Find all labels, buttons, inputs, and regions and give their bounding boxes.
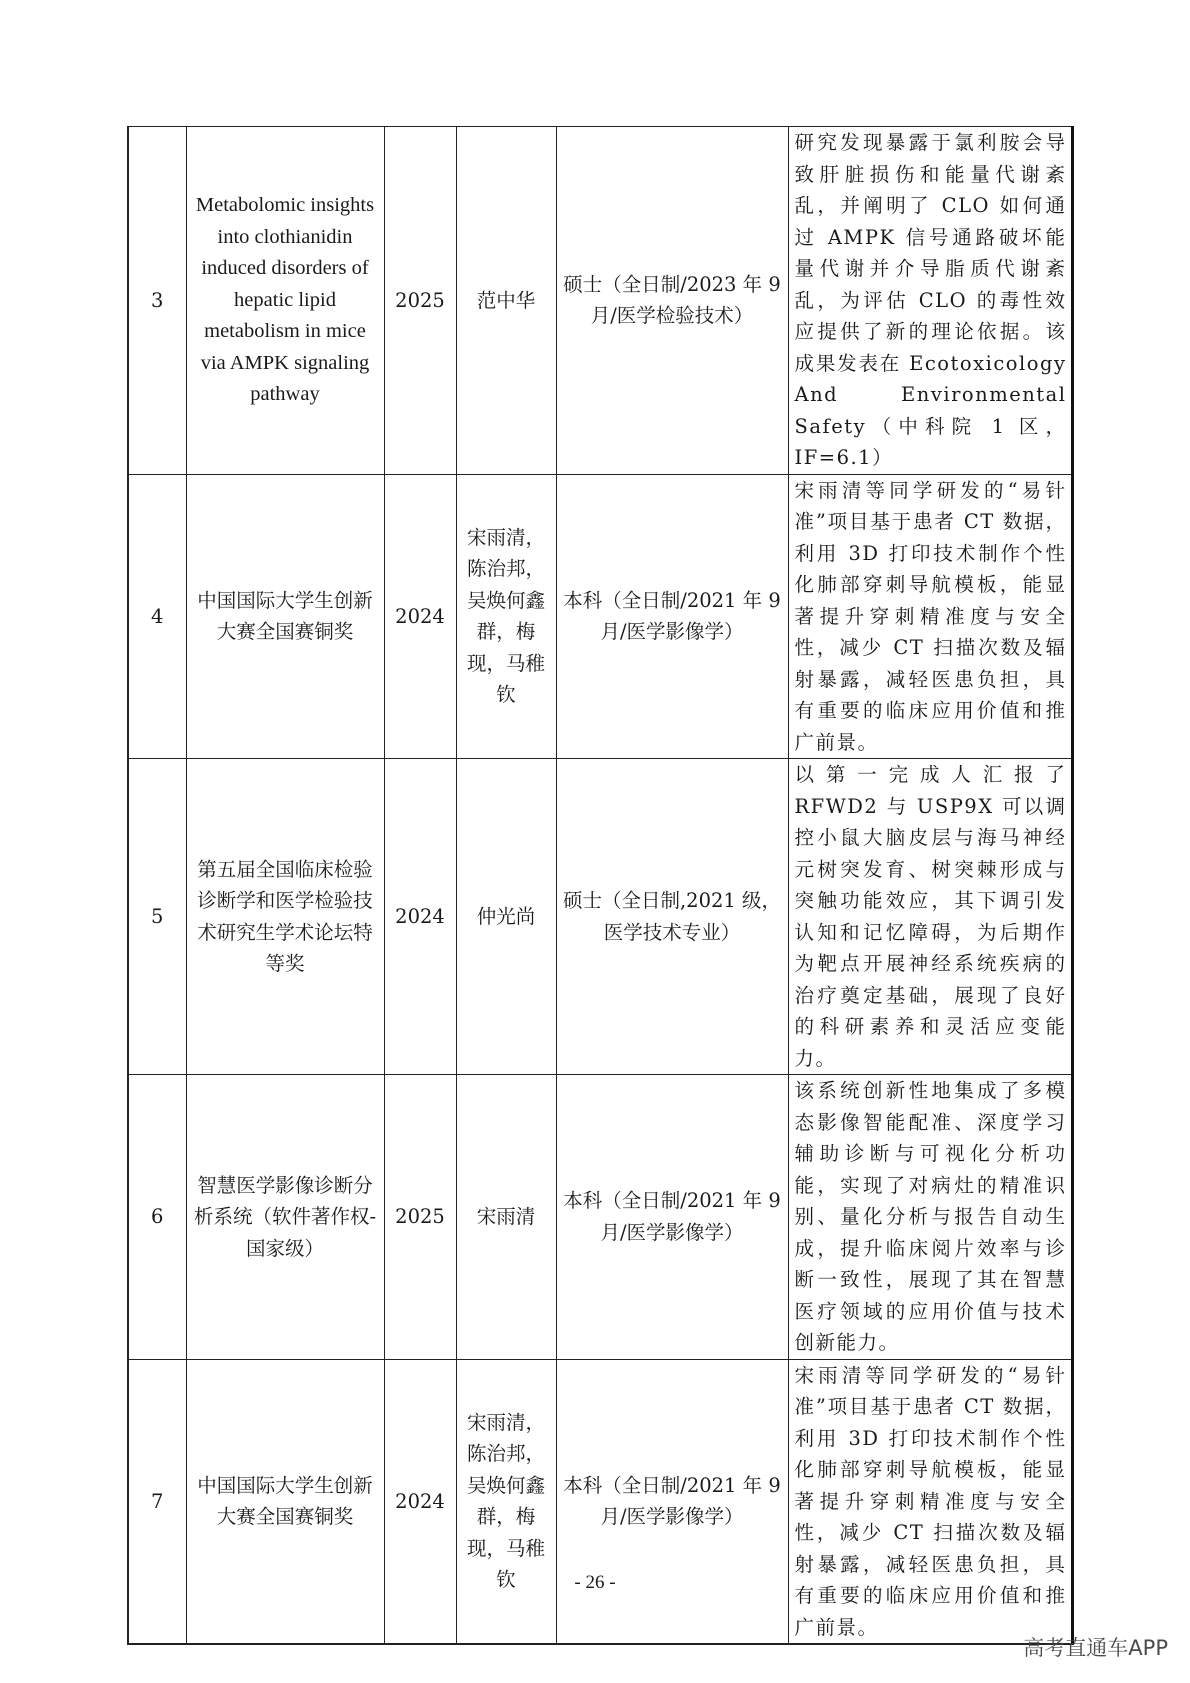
- table-row: [128, 1359, 1072, 1644]
- achievement-year: 2024: [384, 1359, 456, 1644]
- degree-info: 本科（全日制/2021 年 9月/医学影像学）: [556, 1075, 788, 1360]
- row-index: 6: [128, 1075, 186, 1360]
- achievement-year: 2025: [384, 1075, 456, 1360]
- watermark-text: 高考直通车APP: [1023, 1636, 1168, 1660]
- achievements-table: [127, 126, 1074, 1645]
- student-names: 范中华: [456, 127, 556, 475]
- achievement-description: 研究发现暴露于氯利胺会导致肝脏损伤和能量代谢紊乱，并阐明了 CLO 如何通过 AMPK 信号通路破坏能量代谢并介导脂质代谢紊乱，为评估 CLO 的毒性效应提供了新的理论依据。该成果发表在 Ecotoxicology And Environmental Safety（中科院 1 区，IF=6.1）: [788, 127, 1072, 475]
- achievement-year: 2025: [384, 127, 456, 475]
- page-number: - 26 -: [574, 1572, 616, 1593]
- achievement-name: 第五届全国临床检验诊断学和医学检验技术研究生学术论坛特等奖: [186, 759, 384, 1075]
- degree-info: 本科（全日制/2021 年 9月/医学影像学）: [556, 474, 788, 759]
- table-row: [128, 127, 1072, 475]
- student-names: 仲光尚: [456, 759, 556, 1075]
- table-row: [128, 474, 1072, 759]
- degree-info: 本科（全日制/2021 年 9月/医学影像学）: [556, 1359, 788, 1644]
- achievement-name: 中国国际大学生创新大赛全国赛铜奖: [186, 474, 384, 759]
- degree-info: 硕士（全日制/2023 年 9月/医学检验技术）: [556, 127, 788, 475]
- achievement-description: 宋雨清等同学研发的“易针准”项目基于患者 CT 数据，利用 3D 打印技术制作个性化肺部穿刺导航模板，能显著提升穿刺精准度与安全性，减少 CT 扫描次数及辐射暴露，减轻医患负担，具有重要的临床应用价值和推广前景。: [788, 1359, 1072, 1644]
- row-index: 4: [128, 474, 186, 759]
- degree-info: 硕士（全日制,2021 级，医学技术专业）: [556, 759, 788, 1075]
- row-index: 5: [128, 759, 186, 1075]
- table-row: [128, 759, 1072, 1075]
- row-index: 3: [128, 127, 186, 475]
- achievement-year: 2024: [384, 474, 456, 759]
- achievement-description: 宋雨清等同学研发的“易针准”项目基于患者 CT 数据，利用 3D 打印技术制作个性化肺部穿刺导航模板，能显著提升穿刺精准度与安全性，减少 CT 扫描次数及辐射暴露，减轻医患负担，具有重要的临床应用价值和推广前景。: [788, 474, 1072, 759]
- row-index: 7: [128, 1359, 186, 1644]
- student-names: 宋雨清，陈治邦，吴焕何鑫群，梅现，马稚钦: [456, 1359, 556, 1644]
- achievement-year: 2024: [384, 759, 456, 1075]
- achievement-description: 以第一完成人汇报了 RFWD2 与 USP9X 可以调控小鼠大脑皮层与海马神经元树突发育、树突棘形成与突触功能效应，其下调引发认知和记忆障碍，为后期作为靶点开展神经系统疾病的治疗奠定基础，展现了良好的科研素养和灵活应变能力。: [788, 759, 1072, 1075]
- table-row: [128, 1075, 1072, 1360]
- achievement-name: 中国国际大学生创新大赛全国赛铜奖: [186, 1359, 384, 1644]
- student-names: 宋雨清，陈治邦，吴焕何鑫群，梅现，马稚钦: [456, 474, 556, 759]
- student-names: 宋雨清: [456, 1075, 556, 1360]
- achievement-description: 该系统创新性地集成了多模态影像智能配准、深度学习辅助诊断与可视化分析功能，实现了对病灶的精准识别、量化分析与报告自动生成，提升临床阅片效率与诊断一致性，展现了其在智慧医疗领域的应用价值与技术创新能力。: [788, 1075, 1072, 1360]
- achievement-name: 智慧医学影像诊断分析系统（软件著作权-国家级）: [186, 1075, 384, 1360]
- achievement-name: Metabolomic insights into clothianidin induced disorders of hepatic lipid metabolism in mice via AMPK signaling pathway: [186, 127, 384, 475]
